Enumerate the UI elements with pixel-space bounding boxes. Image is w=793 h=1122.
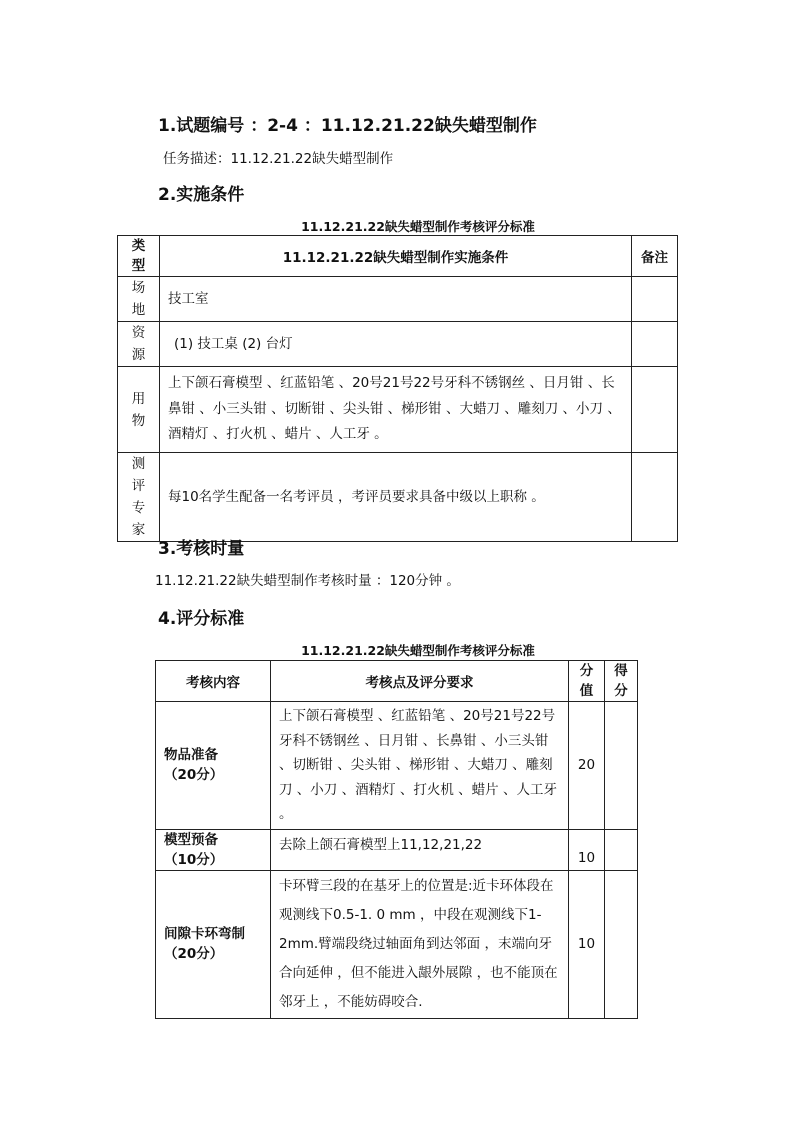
time-description: 11.12.21.22缺失蜡型制作考核时量 ：120分钟 。 xyxy=(155,573,460,589)
table-header-row xyxy=(156,661,638,702)
section-1-title: 1.试题编号 ：2-4 ：11.12.21.22缺失蜡型制作 xyxy=(158,116,537,136)
row-score: 20 xyxy=(569,702,605,830)
header-points: 考核点及评分要求 xyxy=(271,661,569,702)
header-score: 分值 xyxy=(569,661,605,702)
header-type: 类型 xyxy=(118,236,160,277)
category-name: 间隙卡环弯制 xyxy=(164,926,245,942)
row-note xyxy=(632,367,678,453)
row-type: 测评专家 xyxy=(118,453,160,542)
section-2-title: 2.实施条件 xyxy=(158,185,245,205)
row-type: 场地 xyxy=(118,277,160,322)
header-note: 备注 xyxy=(632,236,678,277)
header-content: 考核内容 xyxy=(156,661,271,702)
table-row xyxy=(118,367,678,453)
table-row xyxy=(156,829,638,870)
task-description: 任务描述：11.12.21.22缺失蜡型制作 xyxy=(163,151,394,167)
table-row xyxy=(156,870,638,1018)
row-note xyxy=(632,322,678,367)
row-content: 上下颌石膏模型 、红蓝铅笔 、20号21号22号牙科不锈钢丝 、日月钳 、长鼻钳 、小三头钳 、切断钳 、尖头钳 、梯形钳 、大蜡刀 、雕刻刀 、小刀 、酒精灯 、打火机 、蜡片 、人工牙 。 xyxy=(160,367,632,453)
row-type: 资源 xyxy=(118,322,160,367)
table-row xyxy=(118,322,678,367)
row-category xyxy=(156,702,271,830)
row-category xyxy=(156,829,271,870)
row-detail: 上下颌石膏模型 、红蓝铅笔 、20号21号22号牙科不锈钢丝 、日月钳 、长鼻钳 、小三头钳 、切断钳 、尖头钳 、梯形钳 、大蜡刀 、雕刻刀 、小刀 、酒精灯 、打火机 、蜡片 、人工牙 。 xyxy=(271,702,569,830)
table2-caption: 11.12.21.22缺失蜡型制作考核评分标准 xyxy=(301,643,535,658)
row-content: 技工室 xyxy=(160,277,632,322)
row-got xyxy=(605,829,638,870)
row-category xyxy=(156,870,271,1018)
header-content: 11.12.21.22缺失蜡型制作实施条件 xyxy=(160,236,632,277)
table-header-row xyxy=(118,236,678,277)
row-note xyxy=(632,453,678,542)
row-got xyxy=(605,870,638,1018)
section-4-title: 4.评分标准 xyxy=(158,609,245,629)
header-got: 得分 xyxy=(605,661,638,702)
table1-caption: 11.12.21.22缺失蜡型制作考核评分标准 xyxy=(301,219,535,234)
row-content: (1) 技工桌 (2) 台灯 xyxy=(160,322,632,367)
row-got xyxy=(605,702,638,830)
row-note xyxy=(632,277,678,322)
row-score: 10 xyxy=(569,870,605,1018)
scoring-table xyxy=(155,660,638,1019)
category-points: （20分） xyxy=(164,767,224,784)
table-row xyxy=(118,277,678,322)
table-row xyxy=(118,453,678,542)
category-points: （20分） xyxy=(164,946,224,962)
row-content: 每10名学生配备一名考评员 ，考评员要求具备中级以上职称 。 xyxy=(160,453,632,542)
row-detail: 去除上颌石膏模型上11,12,21,22 xyxy=(271,829,569,870)
conditions-table xyxy=(117,235,678,542)
category-name: 物品准备 xyxy=(164,747,218,764)
row-score: 10 xyxy=(569,829,605,870)
row-detail: 卡环臂三段的在基牙上的位置是:近卡环体段在观测线下0.5-1. 0 mm ，中段在观测线下1-2mm.臂端段绕过轴面角到达邻面 ，末端向牙合向延伸 ，但不能进入龈外展隙 ，也不能顶在邻牙上 ，不能妨碍咬合. xyxy=(271,870,569,1018)
section-3-title: 3.考核时量 xyxy=(158,539,245,559)
category-points: （10分） xyxy=(164,851,224,868)
row-type: 用物 xyxy=(118,367,160,453)
category-name: 模型预备 xyxy=(164,831,218,848)
table-row xyxy=(156,702,638,830)
